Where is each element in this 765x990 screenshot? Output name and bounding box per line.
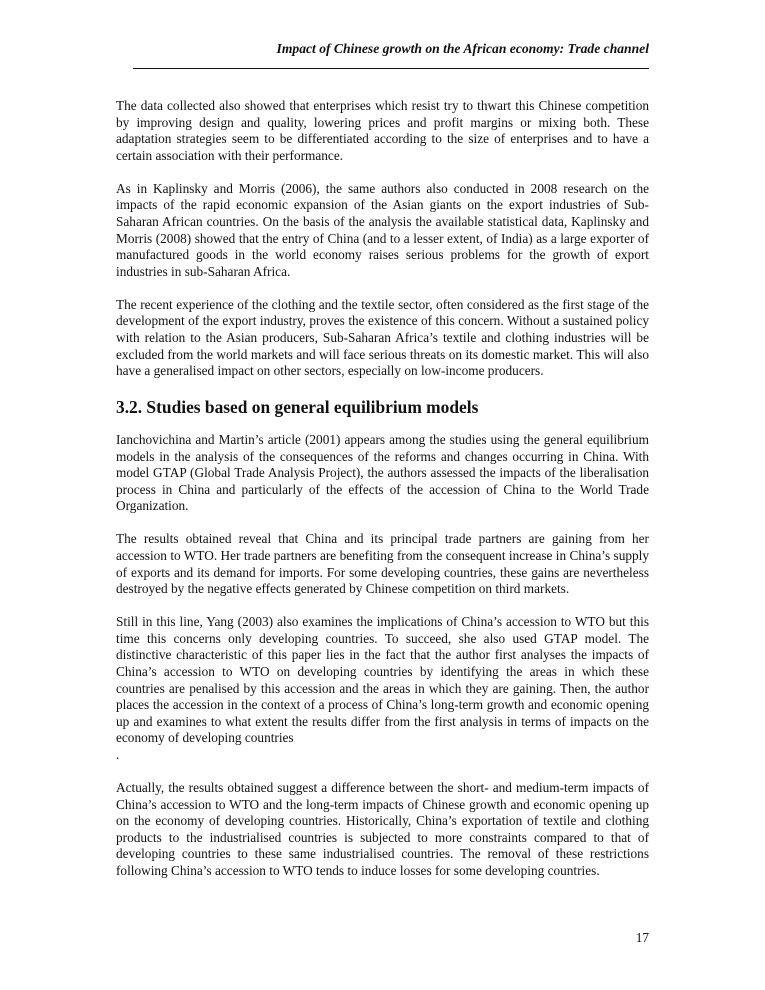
running-header-title: Impact of Chinese growth on the African economy: Trade channel	[276, 41, 649, 56]
stray-dot: .	[116, 746, 120, 762]
document-body	[116, 98, 649, 896]
paragraph-enterprise-adaptation: The data collected also showed that enterprises which resist try to thwart this Chinese competition by improving design and quality, lowering prices and profit margins or mixing both. These adaptation strategies seem to be differentiated according to the size of enterprises and to have a certain association with their performance.	[116, 98, 649, 163]
paragraph-kaplinsky-morris: As in Kaplinsky and Morris (2006), the same authors also conducted in 2008 research on the impacts of the rapid economic expansion of the Asian giants on the export industries of Sub-Saharan African countries. On the basis of the analysis the available statistical data, Kaplinsky and Morris (2008) showed that the entry of China (and to a lesser extent, of India) as a large exporter of manufactured goods in the world economy raises serious problems for the growth of export industries in sub-Saharan Africa.	[116, 180, 649, 279]
paragraph-yang: Still in this line, Yang (2003) also examines the implications of China’s accession to WTO but this time this concerns only developing countries. To succeed, she also used GTAP model. The distinctive characteristic of this paper lies in the fact that the author first analyses the impacts of China’s accession to WTO on developing countries by identifying the areas in which these countries are penalised by this accession and the areas in which they are gaining. Then, the author places the accession in the context of a process of China’s long-term growth and economic opening up and examines to what extent the results differ from the first analysis in terms of impacts on the economy of developing countries	[116, 614, 649, 746]
paragraph-ianchovichina-martin: Ianchovichina and Martin’s article (2001) appears among the studies using the general equilibrium models in the analysis of the consequences of the reforms and changes occurring in China. With model GTAP (Global Trade Analysis Project), the authors assessed the impacts of the liberalisation process in China and particularly of the effects of the accession of China to the World Trade Organization.	[116, 432, 649, 514]
section-heading: 3.2. Studies based on general equilibrium models	[116, 397, 479, 418]
paragraph-wto-results: The results obtained reveal that China and its principal trade partners are gaining from her accession to WTO. Her trade partners are benefiting from the consequent increase in China’s supply of exports and its demand for imports. For some developing countries, these gains are nevertheless destroyed by the negative effects generated by Chinese competition on third markets.	[116, 531, 649, 597]
header-divider	[133, 68, 649, 69]
paragraph-short-vs-long-term: Actually, the results obtained suggest a difference between the short- and medium-term impacts of China’s accession to WTO and the long-term impacts of Chinese growth and economic opening up on the economy of developing countries. Historically, China’s exportation of textile and clothing products to the industrialised countries is subjected to more constraints compared to that of developing countries to these same industrialised countries. The removal of these restrictions following China’s accession to WTO tends to induce losses for some developing countries.	[116, 779, 649, 878]
paragraph-textile-sector: The recent experience of the clothing and the textile sector, often considered as the first stage of the development of the export industry, proves the existence of this concern. Without a sustained policy with relation to the Asian producers, Sub-Saharan Africa’s textile and clothing industries will be excluded from the world markets and will face serious threats on its domestic market. This will also have a generalised impact on other sectors, especially on low-income producers.	[116, 296, 649, 379]
page-number: 17	[635, 930, 649, 945]
